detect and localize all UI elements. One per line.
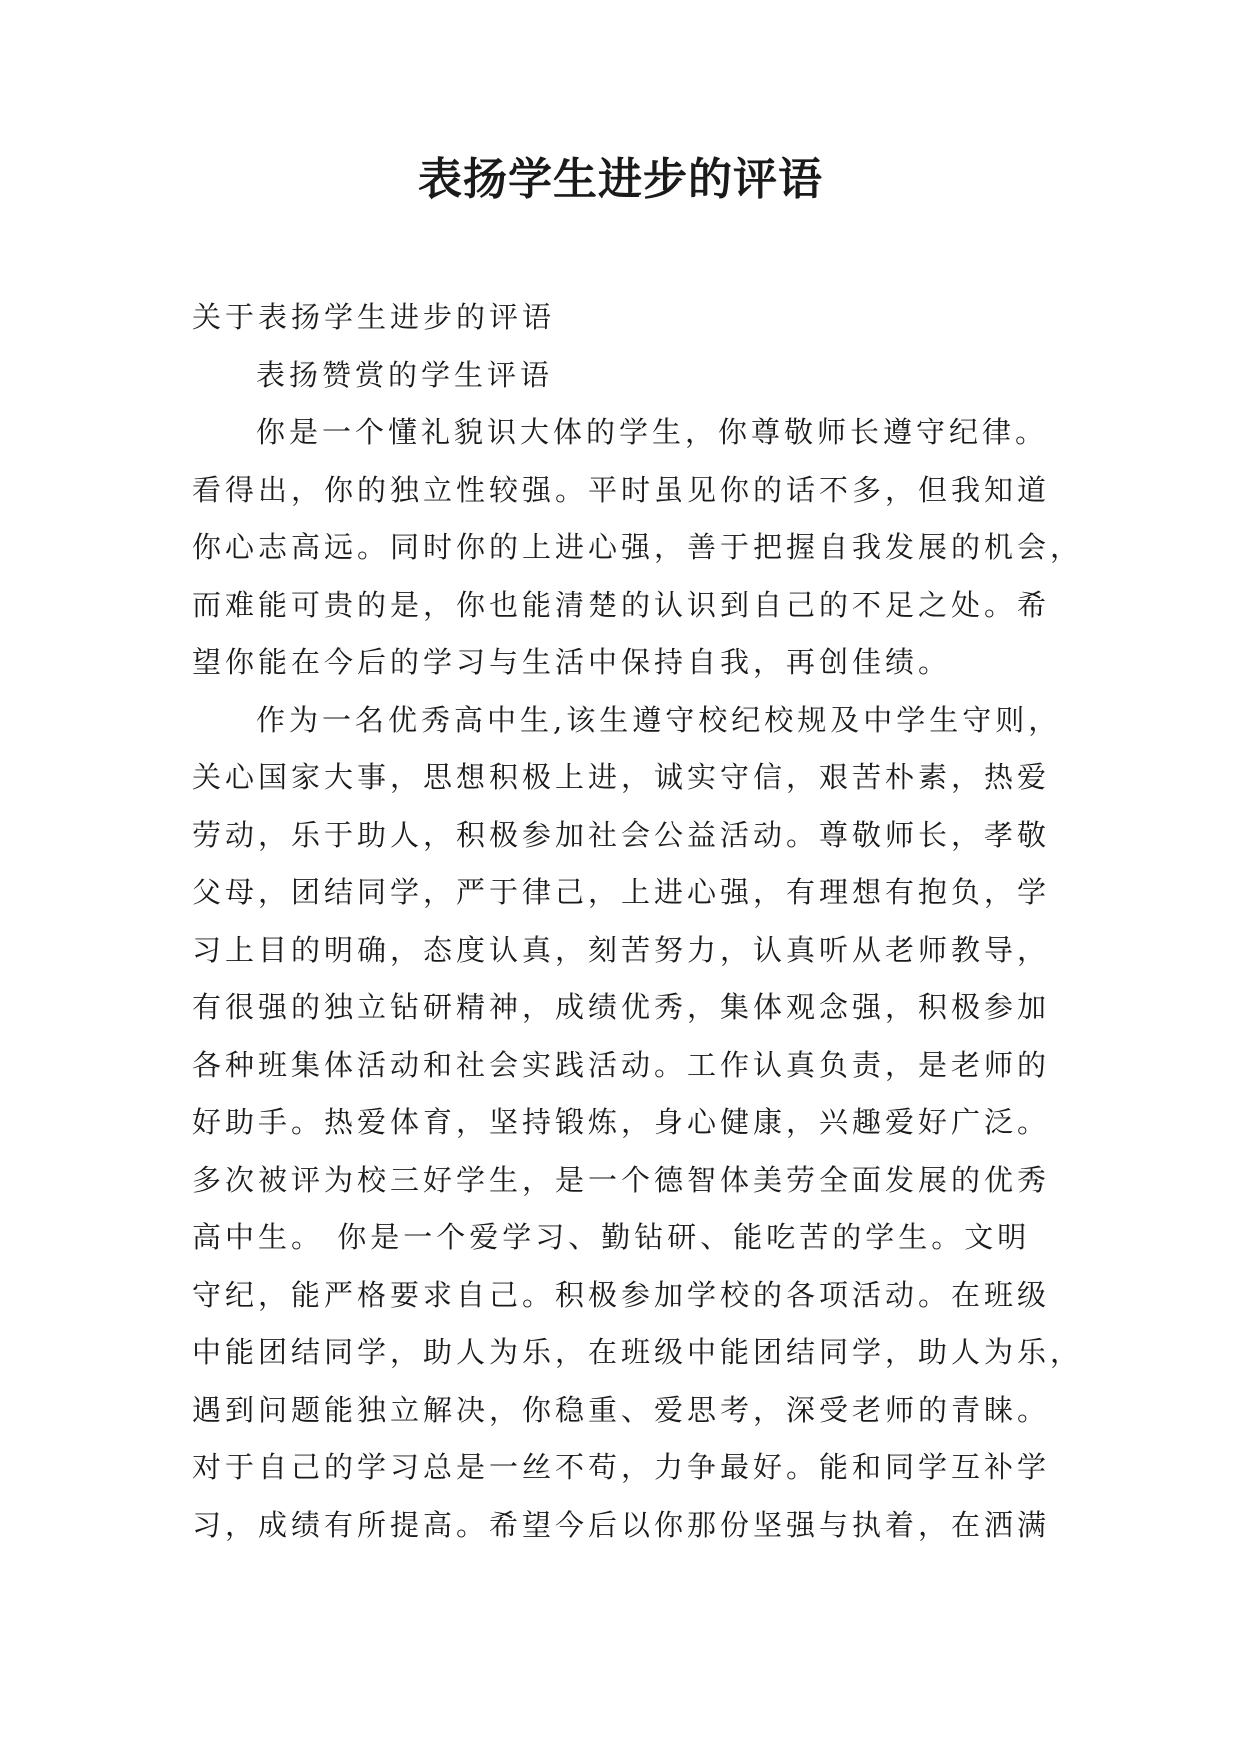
body-line-11: 父母，团结同学，严于律己，上进心强，有理想有抱负，学 bbox=[192, 875, 1051, 909]
body-line-12: 习上目的明确，态度认真，刻苦努力，认真听从老师教导， bbox=[192, 932, 1051, 967]
body-line-8: 作为一名优秀高中生,该生遵守校纪校规及中学生守则， bbox=[256, 702, 1062, 737]
body-line-9: 关心国家大事，思想积极上进，诚实守信，艰苦朴素，热爱 bbox=[192, 760, 1051, 794]
body-line-16: 多次被评为校三好学生，是一个德智体美劳全面发展的优秀 bbox=[192, 1162, 1051, 1197]
body-line-21: 对于自己的学习总是一丝不苟，力争最好。能和同学互补学 bbox=[192, 1450, 1051, 1484]
body-line-5: 你心志高远。同时你的上进心强，善于把握自我发展的机会， bbox=[192, 530, 1084, 564]
body-line-6: 而难能可贵的是，你也能清楚的认识到自己的不足之处。希 bbox=[192, 587, 1051, 622]
body-line-2: 表扬赞赏的学生评语 bbox=[256, 357, 554, 392]
body-line-17: 高中生。 你是一个爱学习、勤钻研、能吃苦的学生。文明 bbox=[192, 1220, 1031, 1254]
body-line-10: 劳动，乐于助人，积极参加社会公益活动。尊敬师长，孝敬 bbox=[192, 817, 1051, 852]
body-line-14: 各种班集体活动和社会实践活动。工作认真负责，是老师的 bbox=[192, 1047, 1051, 1082]
body-line-3: 你是一个懂礼貌识大体的学生，你尊敬师长遵守纪律。 bbox=[256, 415, 1049, 449]
body-line-18: 守纪，能严格要求自己。积极参加学校的各项活动。在班级 bbox=[192, 1277, 1051, 1312]
body-line-1: 关于表扬学生进步的评语 bbox=[192, 300, 556, 334]
body-line-19: 中能团结同学，助人为乐，在班级中能团结同学，助人为乐， bbox=[192, 1335, 1084, 1369]
document-title: 表扬学生进步的评语 bbox=[418, 154, 823, 205]
body-line-13: 有很强的独立钻研精神，成绩优秀，集体观念强，积极参加 bbox=[192, 990, 1051, 1024]
body-line-22: 习，成绩有所提高。希望今后以你那份坚强与执着，在洒满 bbox=[192, 1507, 1051, 1542]
body-line-7: 望你能在今后的学习与生活中保持自我，再创佳绩。 bbox=[192, 645, 952, 679]
body-line-4: 看得出，你的独立性较强。平时虽见你的话不多，但我知道 bbox=[192, 472, 1051, 507]
body-line-20: 遇到问题能独立解决，你稳重、爱思考，深受老师的青睐。 bbox=[192, 1392, 1051, 1427]
document-body bbox=[192, 289, 1084, 1554]
body-line-15: 好助手。热爱体育，坚持锻炼，身心健康，兴趣爱好广泛。 bbox=[192, 1105, 1051, 1139]
